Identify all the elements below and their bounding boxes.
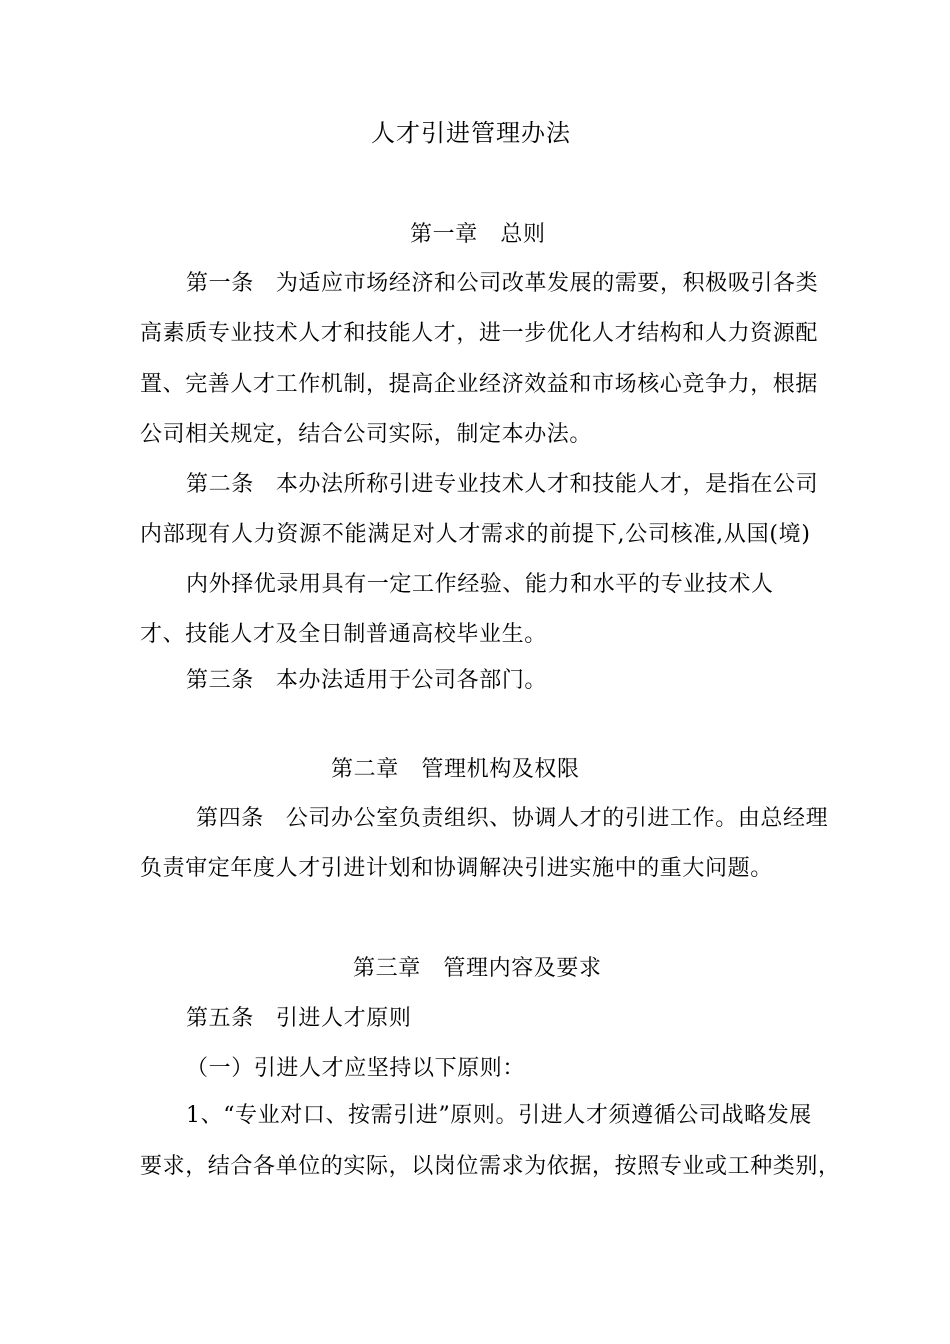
article2-line-1 [186, 470, 818, 500]
article1-line-1 [186, 269, 818, 299]
chapter1-heading: 第一章 总则 [410, 222, 546, 247]
chapter2-heading: 第二章 管理机构及权限 [331, 757, 580, 782]
article2-label: 第二条 [186, 472, 254, 497]
principle1-line-1: 1、“专业对口、按需引进”原则。引进人才须遵循公司战略发展 [186, 1103, 812, 1128]
article5-label: 第五条 [186, 1006, 254, 1031]
document-title: 人才引进管理办法 [371, 119, 571, 147]
article3-line [186, 666, 547, 696]
article2-text: 本办法所称引进专业技术人才和技能人才，是指在公司 [275, 472, 819, 497]
principle1-line-2: 要求，结合各单位的实际，以岗位需求为依据，按照专业或工种类别， [140, 1154, 841, 1179]
article5-line [186, 1004, 411, 1034]
article2-line-2: 内部现有人力资源不能满足对人才需求的前提下,公司核准,从国(境) [140, 522, 810, 547]
article1-line-4: 公司相关规定，结合公司实际，制定本办法。 [140, 422, 593, 447]
article2-line-3: 内外择优录用具有一定工作经验、能力和水平的专业技术人 [186, 572, 774, 597]
chapter3-heading: 第三章 管理内容及要求 [353, 956, 602, 981]
article3-text: 本办法适用于公司各部门。 [275, 668, 548, 693]
article4-text: 公司办公室负责组织、协调人才的引进工作。由总经理 [285, 806, 829, 831]
article4-label: 第四条 [196, 806, 264, 831]
article3-label: 第三条 [186, 668, 254, 693]
article4-line-2: 负责审定年度人才引进计划和协调解决引进实施中的重大问题。 [140, 856, 773, 881]
article1-line-3: 置、完善人才工作机制，提高企业经济效益和市场核心竞争力，根据 [140, 372, 819, 397]
article1-line-2: 高素质专业技术人才和技能人才，进一步优化人才结构和人力资源配 [140, 321, 819, 346]
article5-text: 引进人才原则 [275, 1006, 412, 1031]
article1-text: 为适应市场经济和公司改革发展的需要，积极吸引各类 [275, 271, 819, 296]
subsection1-line: （一）引进人才应坚持以下原则： [186, 1056, 526, 1081]
article2-line-4: 才、技能人才及全日制普通高校毕业生。 [140, 622, 547, 647]
article4-line-1 [196, 804, 828, 834]
article1-label: 第一条 [186, 271, 254, 296]
